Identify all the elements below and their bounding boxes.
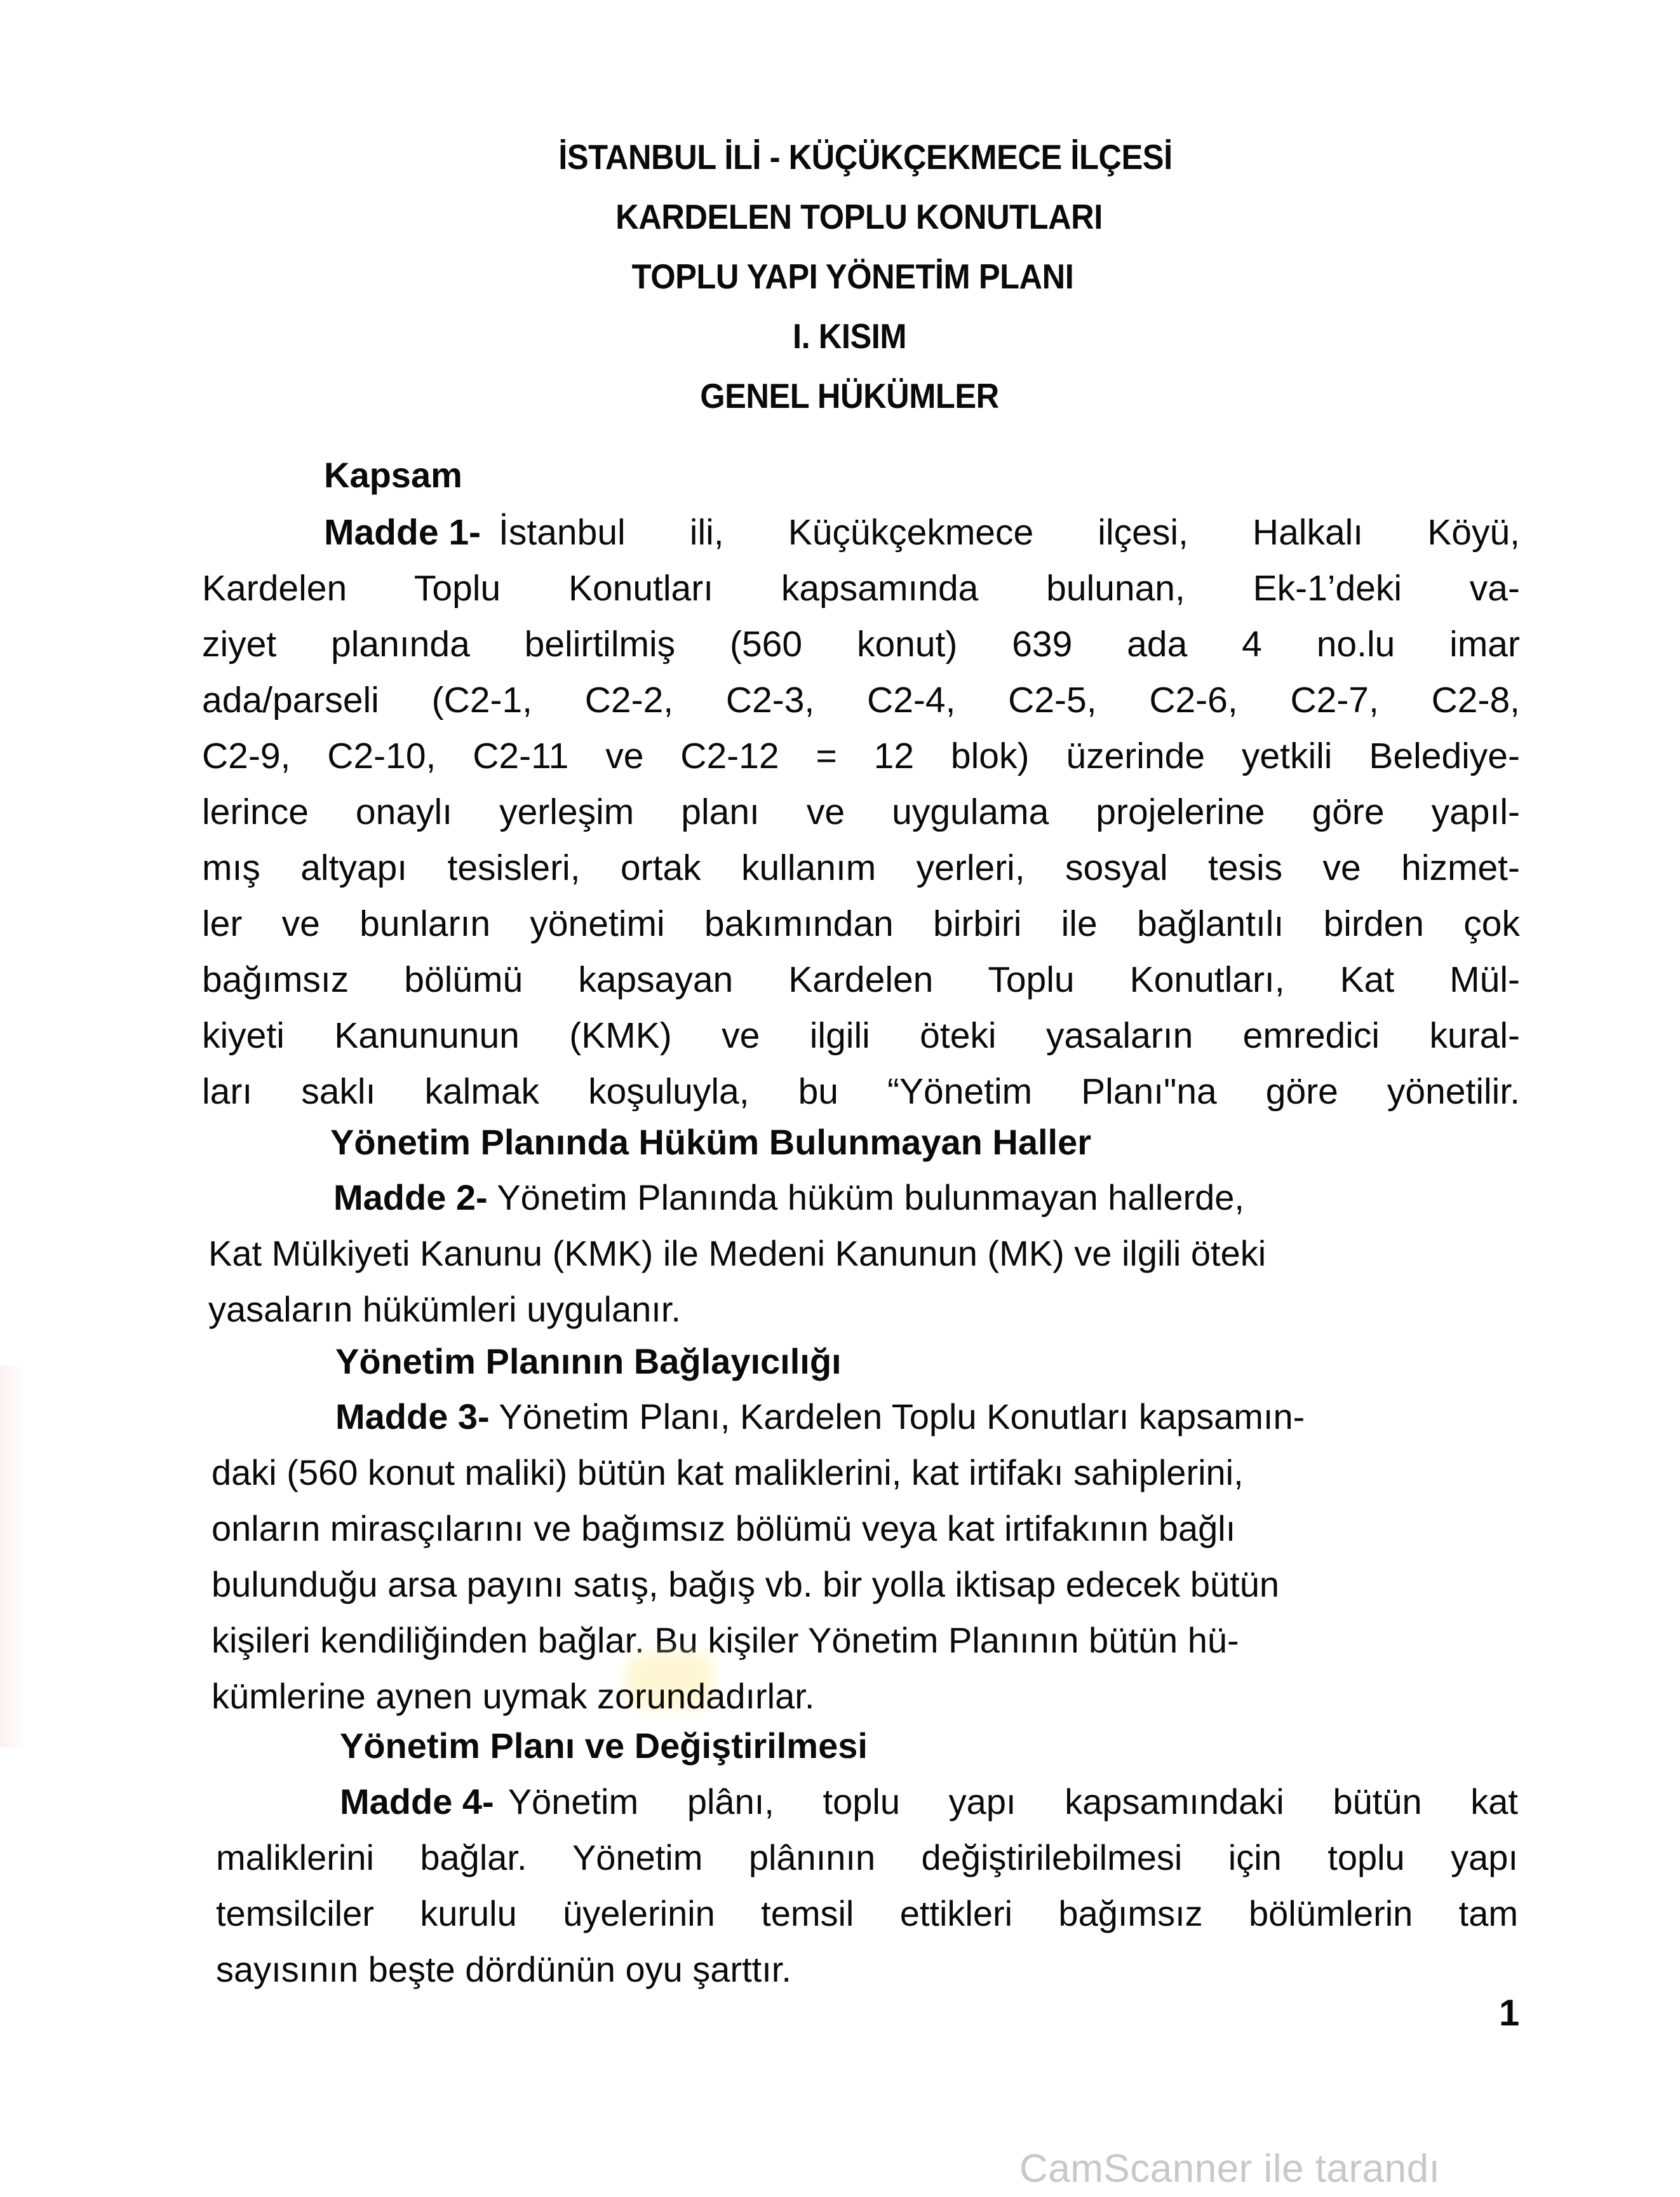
article-3-label: Madde 3- [335, 1396, 490, 1436]
article-1-line-2: Kardelen Toplu Konutları kapsamında bulunan, Ek-1’deki va- [202, 568, 1520, 609]
title-line-general-provisions: GENEL HÜKÜMLER [700, 376, 999, 416]
section-heading-unregulated-cases: Yönetim Planında Hüküm Bulunmayan Haller [330, 1122, 1092, 1162]
article-2-line-2: Kat Mülkiyeti Kanunu (KMK) ile Medeni Kanunun (MK) ve ilgili öteki [208, 1233, 1267, 1273]
title-line-part: I. KISIM [792, 316, 907, 356]
section-heading-binding-nature: Yönetim Planının Bağlayıcılığı [335, 1341, 842, 1381]
title-line-province: İSTANBUL İLİ - KÜÇÜKÇEKMECE İLÇESİ [558, 137, 1173, 177]
article-1-line-8: ler ve bunların yönetimi bakımından birbiri ile bağlantılı birden çok [202, 903, 1520, 944]
article-1-line-11: ları saklı kalmak koşuluyla, bu “Yönetim Planı"na göre yönetilir. [202, 1071, 1520, 1112]
article-1-line-5: C2-9, C2-10, C2-11 ve C2-12 = 12 blok) üzerinde yetkili Belediye- [202, 736, 1520, 776]
article-1-line-4: ada/parseli (C2-1, C2-2, C2-3, C2-4, C2-5, C2-6, C2-7, C2-8, [202, 680, 1520, 720]
article-2-line-3: yasaların hükümleri uygulanır. [208, 1289, 681, 1329]
article-1-line-3: ziyet planında belirtilmiş (560 konut) 639 ada 4 no.lu imar [202, 624, 1520, 665]
camscanner-watermark: CamScanner ile tarandı [1019, 2147, 1441, 2191]
article-4-line-4: sayısının beşte dördünün oyu şarttır. [216, 1949, 791, 1989]
page-number: 1 [1499, 1992, 1520, 2034]
article-1-line-7: mış altyapı tesisleri, ortak kullanım yerleri, sosyal tesis ve hizmet- [202, 848, 1520, 888]
article-1-line-9: bağımsız bölümü kapsayan Kardelen Toplu Konutları, Kat Mül- [202, 959, 1520, 1000]
article-1-text: İstanbul ili, Küçükçekmece ilçesi, Halkalı Köyü, [499, 512, 1520, 553]
document-title [0, 127, 1680, 426]
article-3-line-1 [335, 1396, 1305, 1437]
article-1-label: Madde 1- [324, 512, 481, 553]
article-3-line-5: kişileri kendiliğinden bağlar. Bu kişiler Yönetim Planının bütün hü- [212, 1620, 1239, 1660]
section-heading-amendment: Yönetim Planı ve Değiştirilmesi [340, 1726, 868, 1766]
title-line-project: KARDELEN TOPLU KONUTLARI [615, 197, 1103, 236]
article-4-line-1 [340, 1781, 1518, 1822]
article-1-line-10: kiyeti Kanununun (KMK) ve ilgili öteki yasaların emredici kural- [202, 1015, 1520, 1056]
article-1-line-1 [324, 511, 1520, 553]
scan-edge-tint [0, 1366, 25, 1747]
article-4-text: Yönetim plânı, toplu yapı kapsamındaki bütün kat [507, 1781, 1518, 1822]
article-4-label: Madde 4- [340, 1781, 494, 1822]
article-3-line-6: kümlerine aynen uymak zorundadırlar. [212, 1676, 815, 1716]
section-heading-scope: Kapsam [324, 455, 462, 495]
article-1-line-6: lerince onaylı yerleşim planı ve uygulama projelerine göre yapıl- [202, 792, 1520, 832]
article-3-line-4: bulunduğu arsa payını satış, bağış vb. bir yolla iktisap edecek bütün [212, 1564, 1280, 1604]
article-4-line-2: maliklerini bağlar. Yönetim plânının değiştirilebilmesi için toplu yapı [216, 1837, 1518, 1877]
article-3-text: Yönetim Planı, Kardelen Toplu Konutları kapsamın- [499, 1396, 1305, 1436]
title-line-plan: TOPLU YAPI YÖNETİM PLANI [631, 257, 1074, 296]
article-2-text: Yönetim Planında hüküm bulunmayan hallerde, [497, 1177, 1244, 1217]
article-3-line-2: daki (560 konut maliki) bütün kat maliklerini, kat irtifakı sahiplerini, [212, 1452, 1244, 1492]
article-2-line-1 [333, 1177, 1244, 1218]
article-2-label: Madde 2- [333, 1177, 488, 1217]
article-3-line-3: onların mirasçılarını ve bağımsız bölümü veya kat irtifakının bağlı [212, 1508, 1236, 1548]
article-4-line-3: temsilciler kurulu üyelerinin temsil ettikleri bağımsız bölümlerin tam [216, 1893, 1518, 1933]
